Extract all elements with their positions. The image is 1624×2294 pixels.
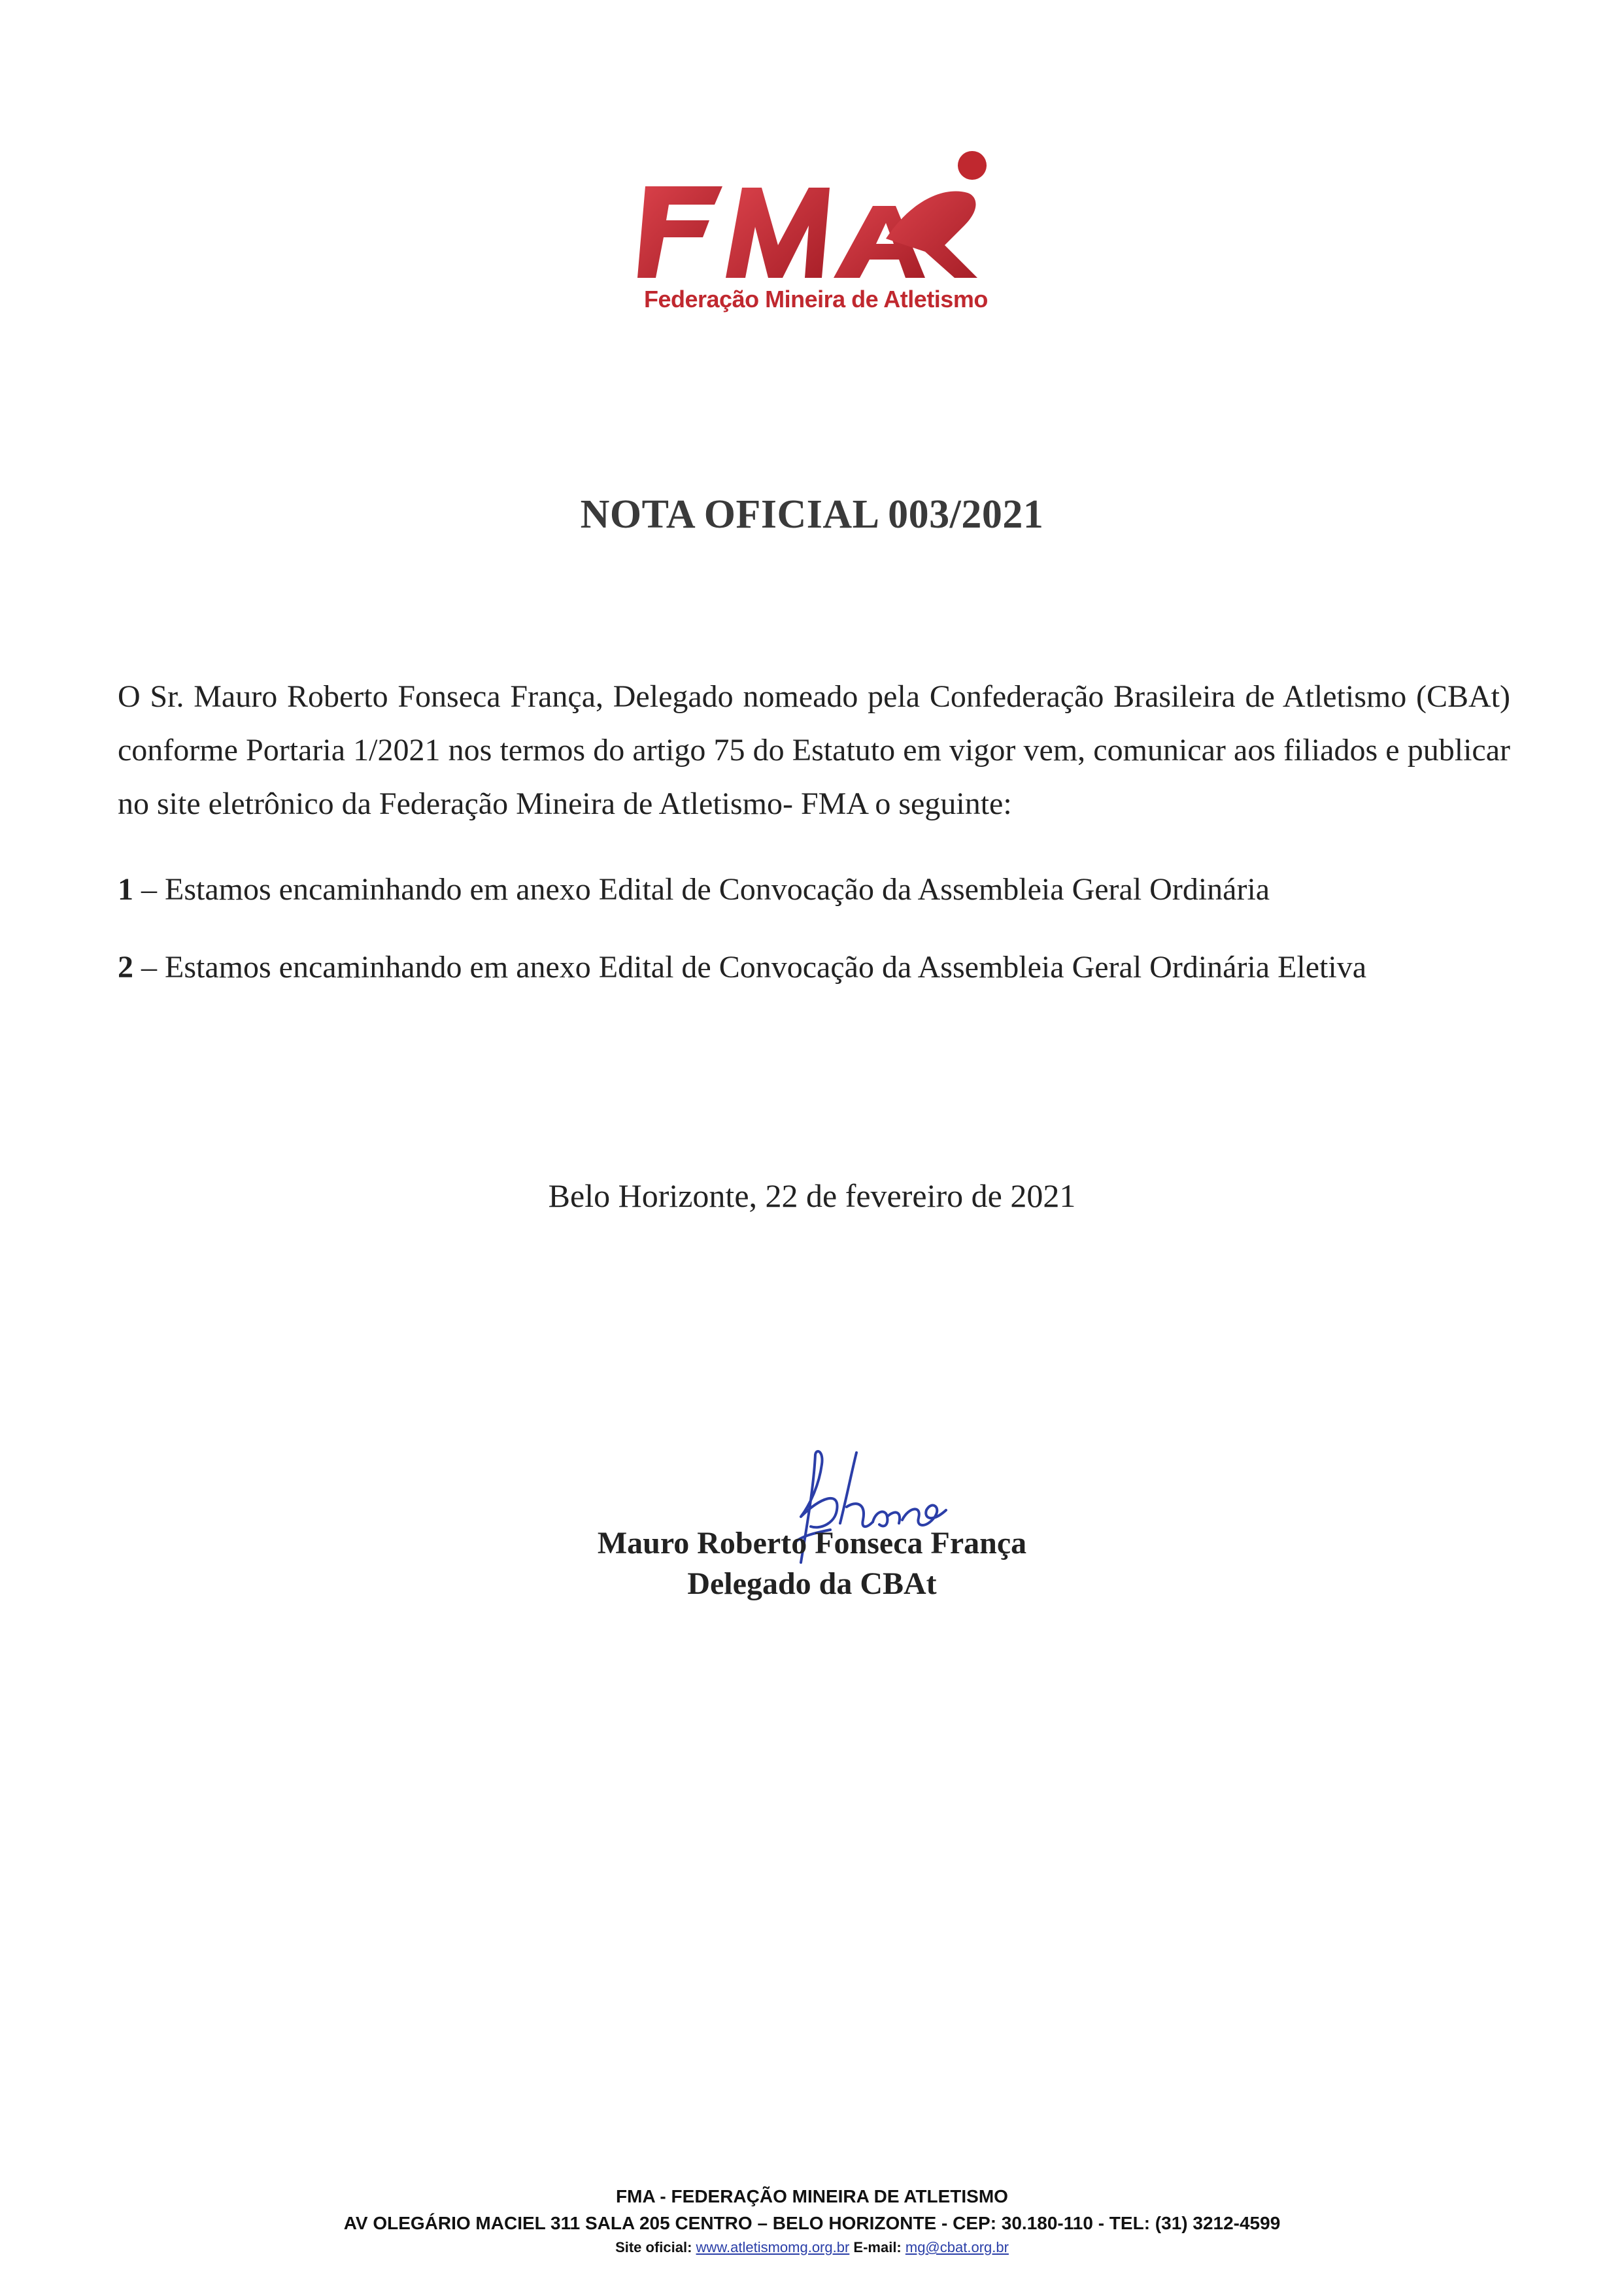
site-link[interactable]: www.atletismomg.org.br <box>696 2239 850 2255</box>
item-text: – Estamos encaminhando em anexo Edital de Convocação da Assembleia Geral Ordinária Eletiva <box>133 950 1367 985</box>
fma-logo-mark <box>637 147 1010 284</box>
fma-logo <box>637 147 1010 314</box>
item-number: 2 <box>118 950 133 985</box>
footer <box>0 2184 1624 2258</box>
item-number: 1 <box>118 872 133 907</box>
email-label: E-mail: <box>849 2239 905 2255</box>
footer-org-name: FMA - FEDERAÇÃO MINEIRA DE ATLETISMO <box>616 2186 1008 2206</box>
signatory-name: Mauro Roberto Fonseca França <box>597 1526 1027 1560</box>
list-item <box>118 949 1556 985</box>
footer-address: AV OLEGÁRIO MACIEL 311 SALA 205 CENTRO – BELO HORIZONTE - CEP: 30.180-110 - TEL: (31) 3212-4599 <box>343 2213 1281 2233</box>
body-paragraph: O Sr. Mauro Roberto Fonseca França, Delegado nomeado pela Confederação Brasileira de Atletismo (CBAt) conforme Portaria 1/2021 nos termos do artigo 75 do Estatuto em vigor vem, comunicar aos filiados e publicar no site eletrônico da Federação Mineira de Atletismo- FMA o seguinte: <box>118 679 1510 821</box>
footer-contact <box>0 2237 1624 2258</box>
email-link[interactable]: mg@cbat.org.br <box>905 2239 1009 2255</box>
site-label: Site oficial: <box>615 2239 696 2255</box>
logo-tagline: Federação Mineira de Atletismo <box>644 286 988 312</box>
item-text: – Estamos encaminhando em anexo Edital de Convocação da Assembleia Geral Ordinária <box>133 872 1270 907</box>
list-item <box>118 871 1556 907</box>
document-title: NOTA OFICIAL 003/2021 <box>580 492 1044 537</box>
signatory-role: Delegado da CBAt <box>687 1566 937 1601</box>
date-line: Belo Horizonte, 22 de fevereiro de 2021 <box>548 1177 1076 1214</box>
